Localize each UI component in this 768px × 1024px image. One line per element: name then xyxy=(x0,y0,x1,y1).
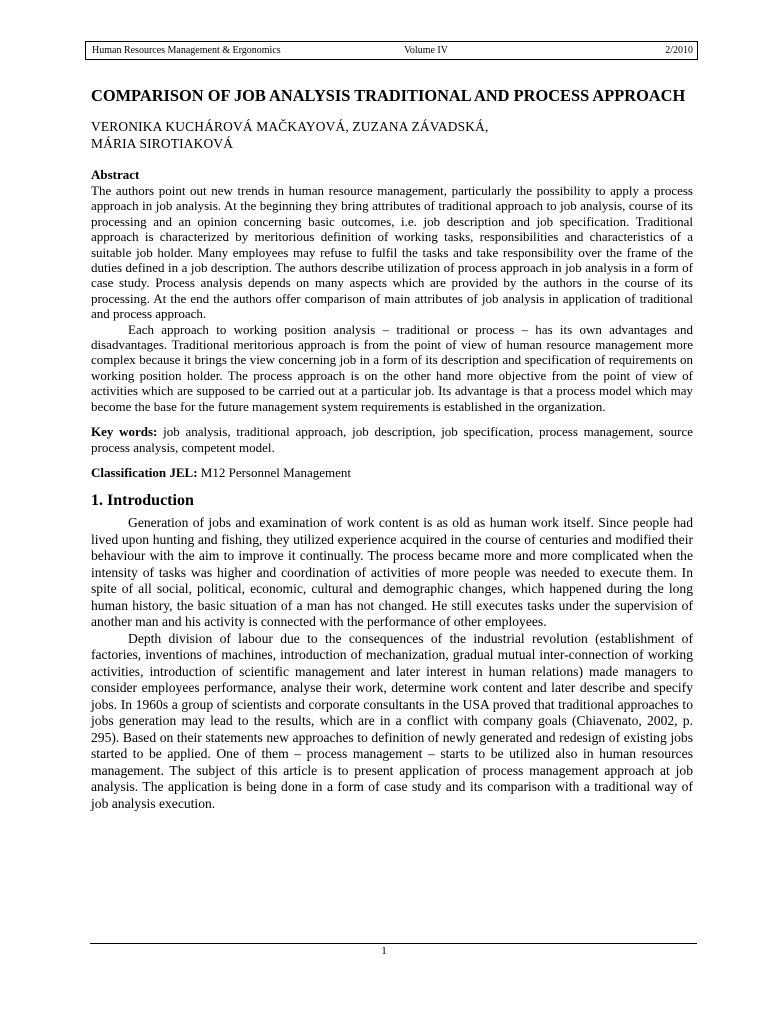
introduction-paragraph-2: Depth division of labour due to the consequences of the industrial revolution (establishment of factories, inventions of machines, introduction of mechanization, gradual mutual inter-connection of working activities, introduction of scientific management and later interest in human relations) made managers to consider employees performance, analyse their work, determine work content and later describe and specify jobs. In 1960s a group of scientists and corporate consultants in the USA proved that traditional approaches to jobs generation may lead to the results, which are in a conflict with company goals (Chiavenato, 2002, p. 295). Based on their statements new approaches to definition of newly generated and redesign of existing jobs started to be applied. One of them – process management – starts to be utilized also in human resources management. The subject of this article is to present application of process management approach at job analysis. The application is being done in a form of case study and its comparison with a traditional way of job analysis execution. xyxy=(91,630,693,811)
author-line-1: VERONIKA KUCHÁROVÁ MAČKAYOVÁ, ZUZANA ZÁVADSKÁ, xyxy=(91,119,489,134)
article-body xyxy=(91,86,693,812)
keywords xyxy=(91,424,693,455)
introduction-paragraph-1: Generation of jobs and examination of work content is as old as human work itself. Since people had lived upon hunting and fishing, they utilized experience acquired in the course of centuries and modified their behaviour with the aim to improve it continually. The process became more and more complicated when the intensity of tasks was higher and coordination of activities of more people was needed to execute them. In spite of all social, political, economic, cultural and demographic changes, which happened during the long human history, the basic situation of a man has not changed. He still executes tasks under the supervision of another man and his activity is connected with the performance of other employees. xyxy=(91,515,693,630)
journal-name: Human Resources Management & Ergonomics xyxy=(92,45,281,56)
abstract-heading: Abstract xyxy=(91,167,140,182)
jel-classification xyxy=(91,465,693,480)
introduction-heading: 1. Introduction xyxy=(91,492,194,510)
abstract-paragraph-2: Each approach to working position analysis – traditional or process – has its own advantages and disadvantages. Traditional meritorious approach is from the point of view of human resource management more complex because it brings the view concerning job in a form of its description and specification of requirements on working position holder. The process approach is on the other hand more objective from the point of view of activities which are supposed to be carried out at a particular job. Its advantage is that a process model which may become the base for the future management system requirements is established in the organization. xyxy=(91,321,693,414)
footer-divider xyxy=(90,943,697,944)
page-number: 1 xyxy=(381,945,387,957)
keywords-text: job analysis, traditional approach, job description, job specification, process management, source process analysis, competent model. xyxy=(91,424,693,455)
running-header xyxy=(85,41,698,60)
issue-label: 2/2010 xyxy=(665,45,693,56)
author-line-2: MÁRIA SIROTIAKOVÁ xyxy=(91,136,234,151)
volume-label: Volume IV xyxy=(404,45,448,56)
paper-title: COMPARISON OF JOB ANALYSIS TRADITIONAL AND PROCESS APPROACH xyxy=(91,86,686,105)
keywords-label: Key words: xyxy=(91,424,158,440)
jel-text: M12 Personnel Management xyxy=(197,464,351,480)
jel-label: Classification JEL: xyxy=(91,464,198,480)
abstract-paragraph-1: The authors point out new trends in human resource management, particularly the possibility to apply a process approach in job analysis. At the beginning they bring attributes of traditional approach to job analysis, course of its processing and an opinion concerning basic outcomes, i.e. job description and job specification. Traditional approach is characterized by meritorious definition of working tasks, responsibilities and characteristics of a suitable job holder. Many employees may refuse to fulfil the tasks and take responsibility over the frame of the duties defined in a job description. The authors describe utilization of process approach in job analysis in a form of case study. Process analysis depends on many aspects which are provided by the authors in the course of its processing. At the end the authors offer comparison of main attributes of job analysis in application of traditional and process approach. xyxy=(91,183,693,322)
author-list xyxy=(91,118,693,152)
